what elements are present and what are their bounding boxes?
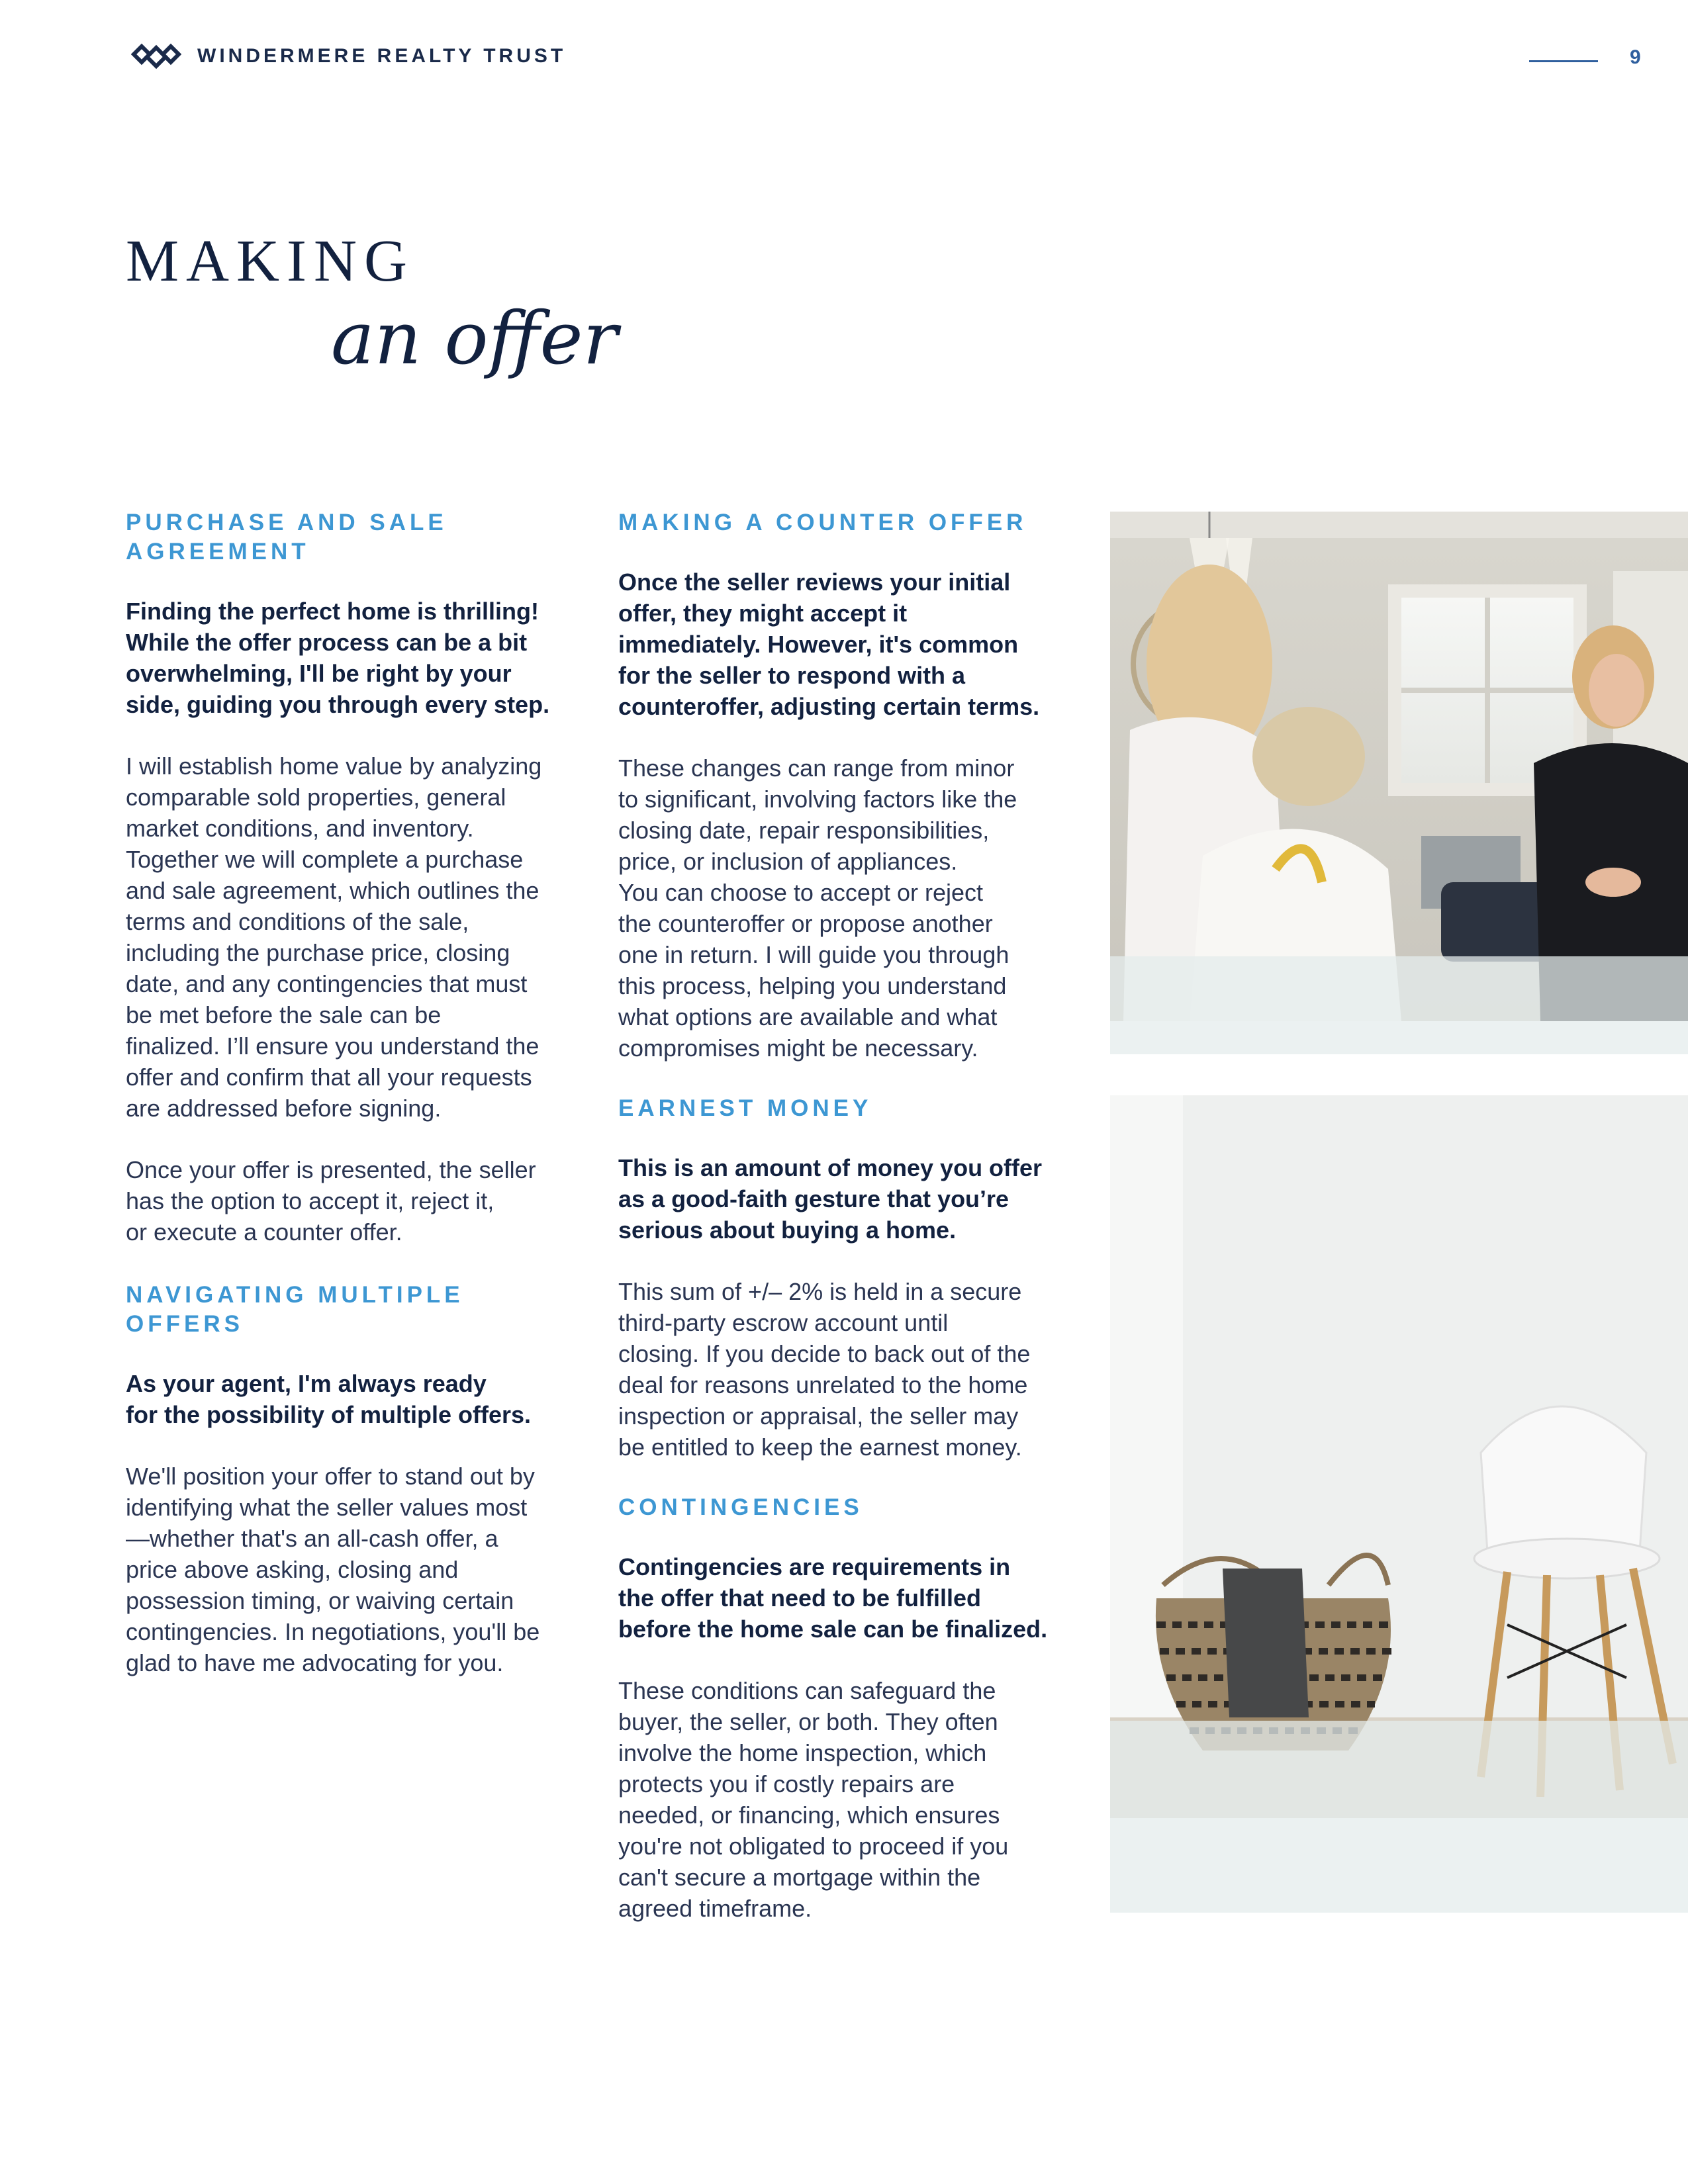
text-line: what options are available and what	[618, 1003, 998, 1030]
text-line: has the option to accept it, reject it,	[126, 1187, 494, 1214]
text-line: buyer, the seller, or both. They often	[618, 1708, 998, 1735]
text-line: third-party escrow account until	[618, 1309, 949, 1336]
text-line: contingencies. In negotiations, you'll be	[126, 1618, 540, 1645]
text-line: I will establish home value by analyzing	[126, 752, 542, 780]
text-line: Together we will complete a purchase	[126, 846, 524, 873]
contingencies-heading: CONTINGENCIES	[618, 1494, 863, 1520]
text-line: identifying what the seller values most	[126, 1494, 528, 1521]
text-line: counteroffer, adjusting certain terms.	[618, 693, 1040, 720]
text-line: this process, helping you understand	[618, 972, 1007, 999]
photo-tint-band	[1110, 956, 1688, 1054]
text-line: serious about buying a home.	[618, 1216, 957, 1244]
text-line: price above asking, closing and	[126, 1556, 459, 1583]
multiple-offers-heading	[126, 1281, 589, 1339]
contingencies-body	[618, 1675, 1082, 1924]
purchase-body-2	[126, 1154, 589, 1248]
text-line: one in return. I will guide you through	[618, 941, 1009, 968]
text-line: We'll position your offer to stand out by	[126, 1463, 535, 1490]
multiple-offers-heading-line: NAVIGATING MULTIPLE	[126, 1282, 464, 1308]
text-line: As your agent, I'm always ready	[126, 1370, 487, 1397]
multiple-offers-body	[126, 1461, 589, 1678]
text-line: glad to have me advocating for you.	[126, 1649, 504, 1676]
text-line: market conditions, and inventory.	[126, 815, 474, 842]
text-line: Finding the perfect home is thrilling!	[126, 598, 539, 625]
text-line: These conditions can safeguard the	[618, 1677, 996, 1704]
text-line: are addressed before signing.	[126, 1095, 442, 1122]
multiple-offers-lead	[126, 1368, 589, 1430]
multiple-offers-heading-line: OFFERS	[126, 1311, 244, 1337]
text-line: for the seller to respond with a	[618, 662, 966, 689]
text-line: be met before the sale can be	[126, 1001, 442, 1028]
text-line: immediately. However, it's common	[618, 631, 1019, 658]
agent-clients-photo	[1110, 512, 1688, 1021]
counter-offer-lead	[618, 567, 1082, 722]
text-line: overwhelming, I'll be right by your	[126, 660, 512, 687]
text-line: price, or inclusion of appliances.	[618, 848, 958, 875]
page-number-rule	[1529, 60, 1598, 62]
text-line: and sale agreement, which outlines the	[126, 877, 539, 904]
text-line: or execute a counter offer.	[126, 1218, 402, 1246]
text-line: Once your offer is presented, the seller	[126, 1156, 536, 1183]
counter-offer-body	[618, 752, 1082, 1064]
purchase-heading-line: PURCHASE AND SALE	[126, 510, 447, 535]
page-number: 9	[1630, 46, 1641, 68]
text-line: side, guiding you through every step.	[126, 691, 550, 718]
text-line: deal for reasons unrelated to the home	[618, 1371, 1028, 1398]
text-line: You can choose to accept or reject	[618, 879, 984, 906]
text-line: closing. If you decide to back out of the	[618, 1340, 1031, 1367]
text-line: the counteroffer or propose another	[618, 910, 993, 937]
earnest-money-body	[618, 1276, 1082, 1463]
earnest-money-lead	[618, 1152, 1082, 1246]
text-line: needed, or financing, which ensures	[618, 1801, 1000, 1829]
text-line: as a good-faith gesture that you’re	[618, 1185, 1009, 1212]
left-column	[126, 508, 589, 1678]
text-line: closing date, repair responsibilities,	[618, 817, 990, 844]
windermere-logo-icon	[131, 42, 181, 71]
purchase-lead	[126, 596, 589, 720]
middle-column	[618, 508, 1082, 1924]
counter-offer-heading: MAKING A COUNTER OFFER	[618, 510, 1027, 535]
text-line: inspection or appraisal, the seller may	[618, 1402, 1019, 1430]
text-line: finalized. I’ll ensure you understand the	[126, 1032, 539, 1060]
text-line: —whether that's an all-cash offer, a	[126, 1525, 498, 1552]
text-line: agreed timeframe.	[618, 1895, 812, 1922]
text-line: the offer that need to be fulfilled	[618, 1584, 981, 1612]
earnest-money-heading: EARNEST MONEY	[618, 1095, 872, 1121]
page-title-making: MAKING	[126, 228, 414, 294]
text-line: date, and any contingencies that must	[126, 970, 528, 997]
text-line: This is an amount of money you offer	[618, 1154, 1043, 1181]
text-line: Contingencies are requirements in	[618, 1553, 1011, 1580]
text-line: including the purchase price, closing	[126, 939, 510, 966]
text-line: This sum of +/– 2% is held in a secure	[618, 1278, 1022, 1305]
purchase-body	[126, 751, 589, 1124]
text-line: can't secure a mortgage within the	[618, 1864, 981, 1891]
text-line: you're not obligated to proceed if you	[618, 1833, 1009, 1860]
text-line: before the home sale can be finalized.	[618, 1615, 1048, 1643]
text-line: for the possibility of multiple offers.	[126, 1401, 532, 1428]
brand-name: WINDERMERE REALTY TRUST	[197, 45, 567, 67]
text-line: Once the seller reviews your initial	[618, 569, 1011, 596]
text-line: involve the home inspection, which	[618, 1739, 987, 1766]
page-title-an-offer: an offer	[331, 296, 618, 381]
text-line: offer and confirm that all your requests	[126, 1064, 532, 1091]
text-line: be entitled to keep the earnest money.	[618, 1433, 1022, 1461]
text-line: While the offer process can be a bit	[126, 629, 528, 656]
purchase-heading	[126, 508, 589, 567]
text-line: protects you if costly repairs are	[618, 1770, 955, 1797]
text-line: possession timing, or waiving certain	[126, 1587, 514, 1614]
text-line: These changes can range from minor	[618, 754, 1015, 782]
text-line: compromises might be necessary.	[618, 1034, 978, 1062]
text-line: comparable sold properties, general	[126, 784, 506, 811]
text-line: terms and conditions of the sale,	[126, 908, 469, 935]
contingencies-lead	[618, 1551, 1082, 1645]
text-line: offer, they might accept it	[618, 600, 908, 627]
photo-tint-band	[1110, 1721, 1688, 1913]
basket-chair-photo	[1110, 1095, 1688, 1818]
purchase-heading-line: AGREEMENT	[126, 539, 310, 565]
text-line: to significant, involving factors like the	[618, 786, 1017, 813]
